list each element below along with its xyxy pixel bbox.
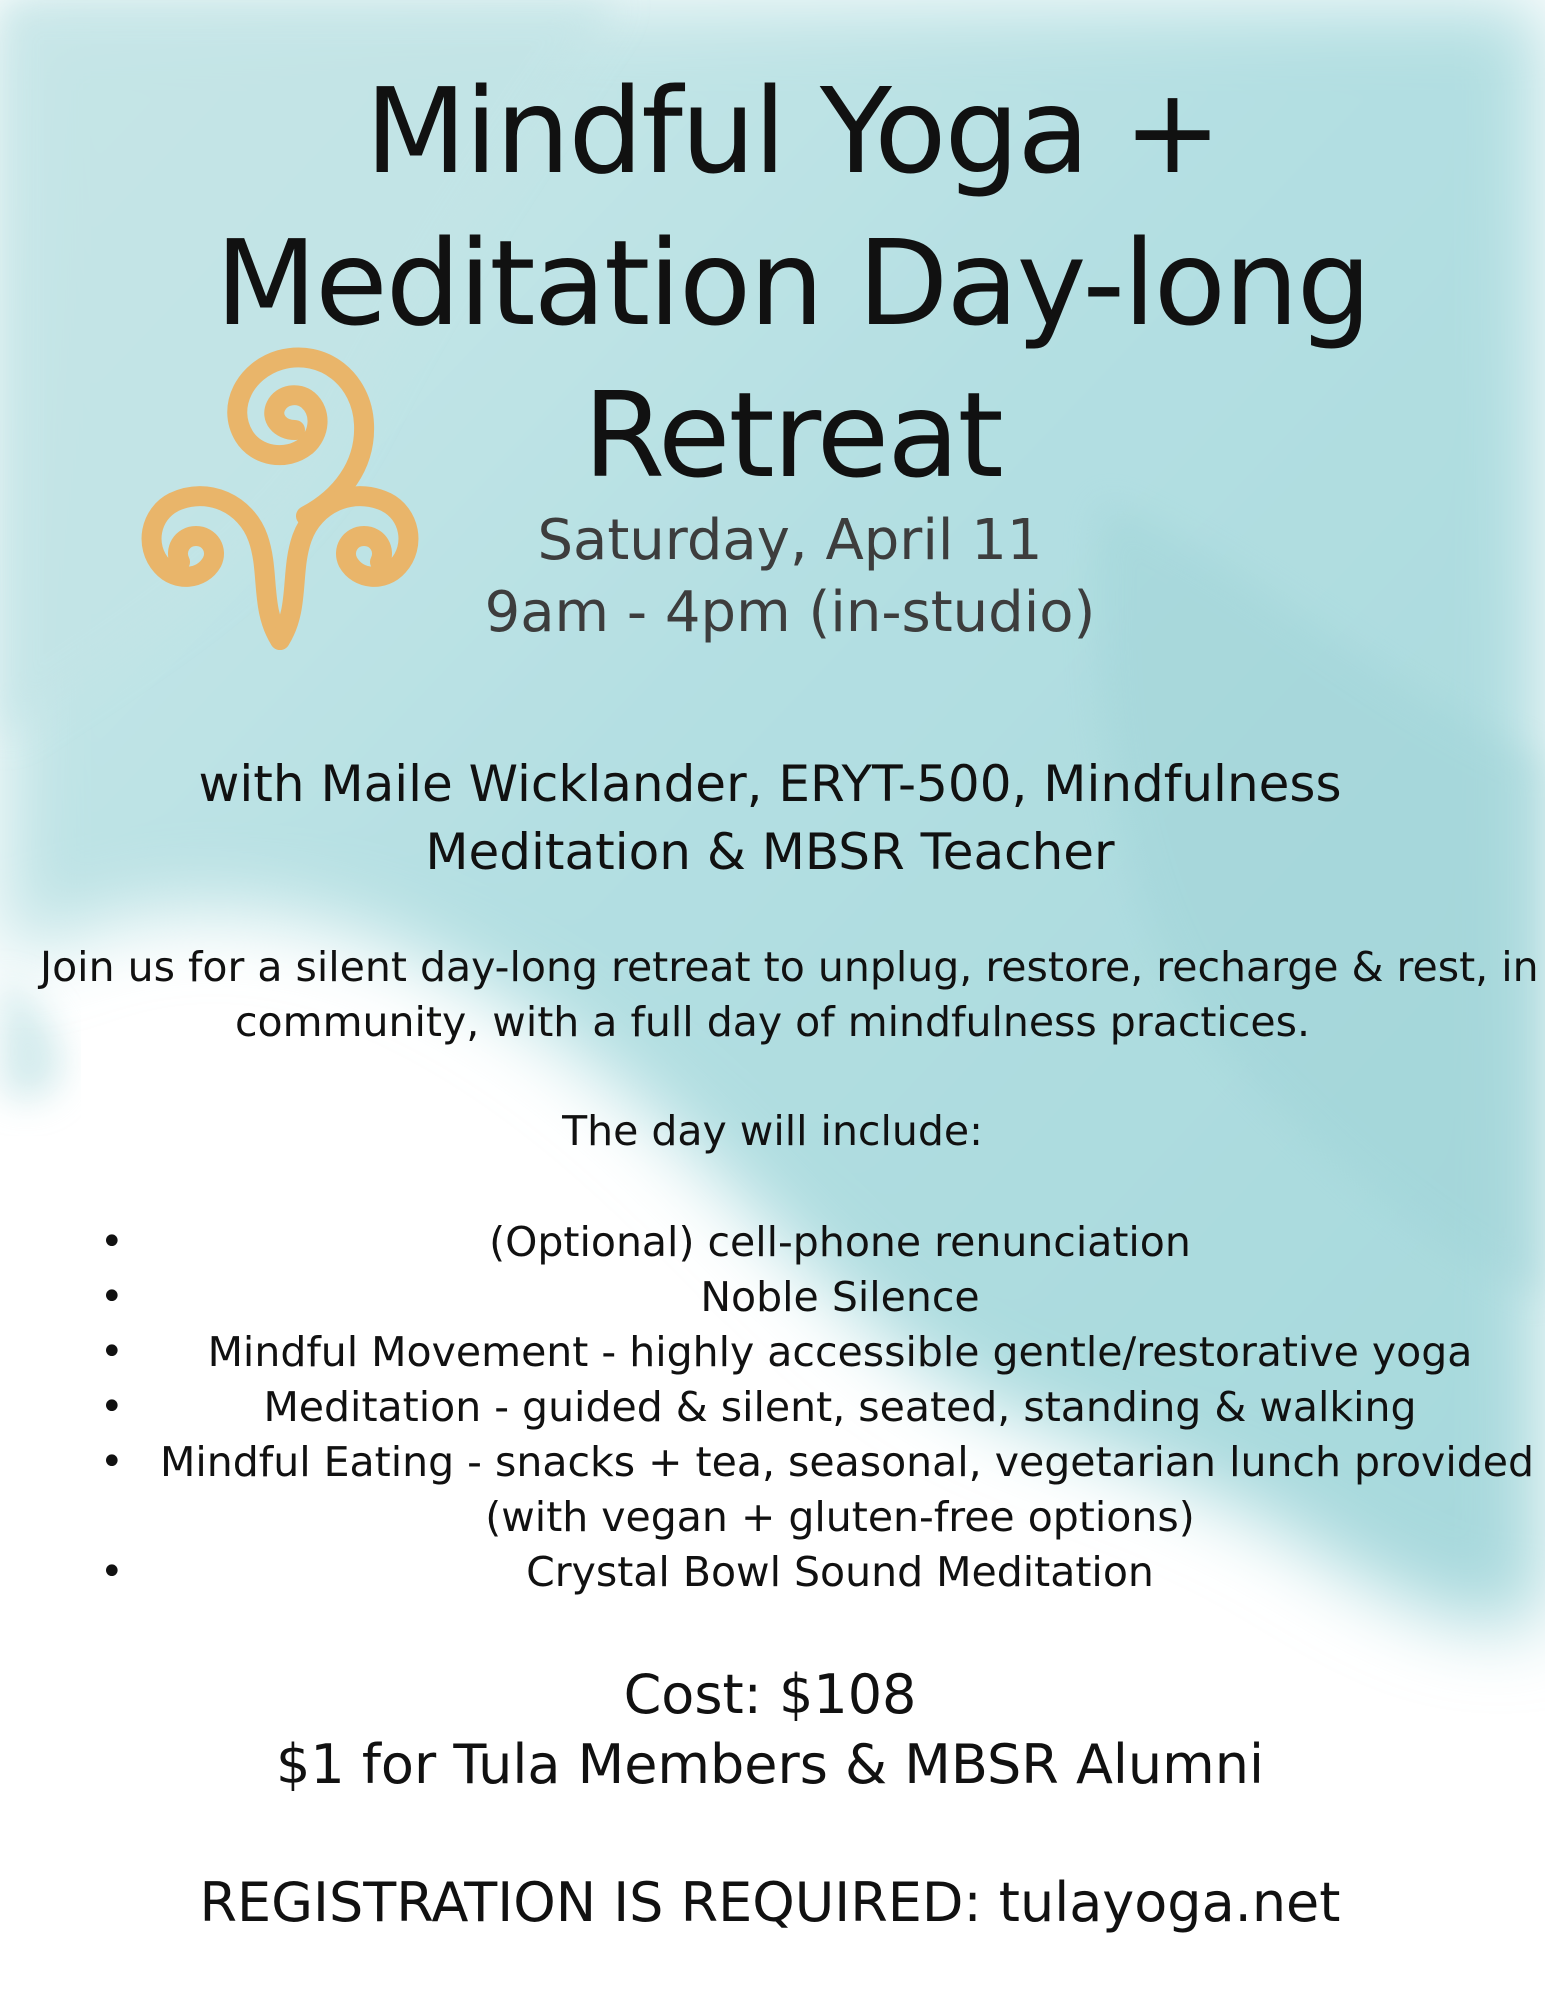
list-item — [100, 1545, 1520, 1600]
triple-spiral-triskelion-icon — [110, 340, 455, 660]
list-item — [100, 1325, 1520, 1380]
list-item-text: (Optional) cell-phone renunciation — [489, 1218, 1191, 1266]
list-item-text: Mindful Movement - highly accessible gentle/restorative yoga — [207, 1328, 1473, 1376]
bullet-icon: • — [100, 1384, 124, 1430]
intro-paragraph — [40, 940, 1539, 1050]
title-line-3: Retreat — [583, 366, 1002, 504]
intro-line-2: community, with a full day of mindfulness practices. — [235, 998, 1310, 1046]
event-time: 9am - 4pm (in-studio) — [484, 580, 1096, 645]
cost-price: Cost: $108 — [623, 1663, 917, 1726]
bullet-icon: • — [100, 1274, 124, 1320]
list-item-text: Crystal Bowl Sound Meditation — [526, 1548, 1154, 1596]
list-item-text: Noble Silence — [700, 1273, 980, 1321]
bullet-icon: • — [100, 1219, 124, 1265]
list-item-text-continued: (with vegan + gluten-free options) — [485, 1493, 1195, 1541]
title-line-1: Mindful Yoga + — [364, 62, 1221, 200]
bullet-icon: • — [100, 1329, 124, 1375]
title-line-2: Meditation Day-long — [215, 214, 1370, 352]
teacher-credit — [120, 750, 1420, 886]
cost-member-price: $1 for Tula Members & MBSR Alumni — [276, 1733, 1264, 1796]
cost-section — [140, 1660, 1400, 1800]
event-date: Saturday, April 11 — [537, 508, 1043, 573]
list-item-text: Meditation - guided & silent, seated, standing & walking — [263, 1383, 1417, 1431]
teacher-line-1: with Maile Wicklander, ERYT-500, Mindfulness — [198, 755, 1342, 813]
teacher-line-2: Meditation & MBSR Teacher — [425, 823, 1115, 881]
list-item — [100, 1435, 1534, 1545]
bullet-icon: • — [100, 1439, 124, 1485]
list-item — [100, 1380, 1520, 1435]
intro-line-1: Join us for a silent day-long retreat to unplug, restore, recharge & rest, in — [40, 943, 1539, 991]
event-schedule — [470, 505, 1110, 649]
list-item — [100, 1270, 1520, 1325]
list-item-text: Mindful Eating - snacks + tea, seasonal, vegetarian lunch provided — [160, 1438, 1534, 1486]
include-heading: The day will include: — [562, 1107, 983, 1155]
activities-list — [100, 1215, 1534, 1600]
registration-note: REGISTRATION IS REQUIRED: tulayoga.net — [199, 1871, 1341, 1934]
bullet-icon: • — [100, 1549, 124, 1595]
list-item — [100, 1215, 1520, 1270]
